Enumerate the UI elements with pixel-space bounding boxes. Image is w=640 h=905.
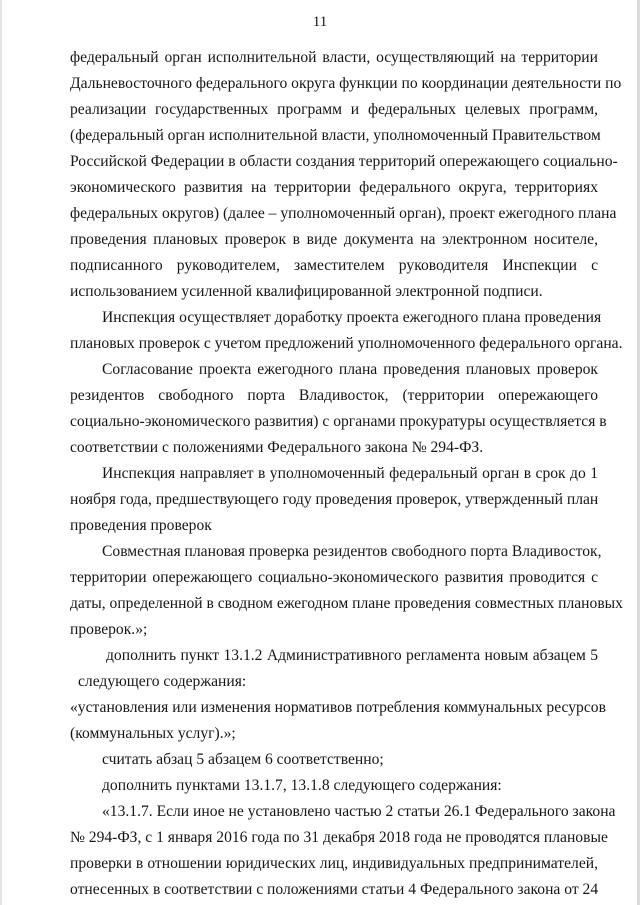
- text-line: «13.1.7. Если иное не установлено частью 2 статьи 26.1 Федерального закона: [102, 803, 616, 820]
- text-line: Согласование проекта ежегодного плана проведения плановых проверок: [102, 361, 598, 378]
- text-line: территории опережающего социально-экономического развития проводится с: [70, 569, 598, 586]
- text-line: даты, определенной в сводном ежегодном плане проведения совместных плановых: [70, 595, 623, 612]
- page-number: 11: [312, 14, 328, 30]
- text-line: социально-экономического развития) с органами прокуратуры осуществляется в: [70, 413, 607, 430]
- text-line: соответствии с положениями Федерального закона № 294-ФЗ.: [70, 439, 484, 456]
- text-line: экономического развития на территории федерального округа, территориях: [70, 179, 598, 196]
- text-line: Инспекция осуществляет доработку проекта ежегодного плана проведения: [102, 309, 602, 326]
- text-line: федеральный орган исполнительной власти, осуществляющий на территории: [70, 49, 598, 66]
- scan-edge-left: [0, 0, 2, 905]
- text-line: проверок.»;: [70, 621, 148, 638]
- text-line: «установления или изменения нормативов потребления коммунальных ресурсов: [70, 699, 606, 716]
- text-line: Совместная плановая проверка резидентов свободного порта Владивосток,: [102, 543, 602, 560]
- text-line: федеральных округов) (далее – уполномоченный орган), проект ежегодного плана: [70, 205, 617, 222]
- text-line: (федеральный орган исполнительной власти, уполномоченный Правительством: [70, 127, 601, 144]
- text-line: подписанного руководителем, заместителем руководителя Инспекции с: [70, 257, 598, 274]
- text-line: Инспекция направляет в уполномоченный федеральный орган в срок до 1: [102, 465, 598, 482]
- text-line: дополнить пункт 13.1.2 Административного регламента новым абзацем 5: [106, 647, 598, 664]
- text-line: Дальневосточного федерального округа функции по координации деятельности по: [70, 75, 622, 92]
- text-line: считать абзац 5 абзацем 6 соответственно;: [102, 751, 384, 768]
- text-line: плановых проверок с учетом предложений уполномоченного федерального органа.: [70, 335, 623, 352]
- text-line: дополнить пунктами 13.1.7, 13.1.8 следующего содержания:: [102, 777, 502, 794]
- text-line: ноября года, предшествующего году проведения проверок, утвержденный план: [70, 491, 599, 508]
- text-line: Российской Федерации в области создания территорий опережающего социально-: [70, 153, 618, 170]
- text-line: использованием усиленной квалифицированной электронной подписи.: [70, 283, 543, 300]
- text-line: (коммунальных услуг).»;: [70, 725, 236, 742]
- text-line: резидентов свободного порта Владивосток, (территории опережающего: [70, 387, 598, 404]
- text-line: отнесенных в соответствии с положениями статьи 4 Федерального закона от 24: [70, 881, 599, 898]
- text-line: проверки в отношении юридических лиц, индивидуальных предпринимателей,: [70, 855, 598, 872]
- text-line: № 294-ФЗ, с 1 января 2016 года по 31 декабря 2018 года не проводятся плановые: [70, 829, 608, 846]
- text-line: проведения плановых проверок в виде документа на электронном носителе,: [70, 231, 598, 248]
- text-line: проведения проверок: [70, 517, 212, 534]
- text-line: следующего содержания:: [78, 673, 247, 690]
- text-line: реализации государственных программ и федеральных целевых программ,: [70, 101, 598, 118]
